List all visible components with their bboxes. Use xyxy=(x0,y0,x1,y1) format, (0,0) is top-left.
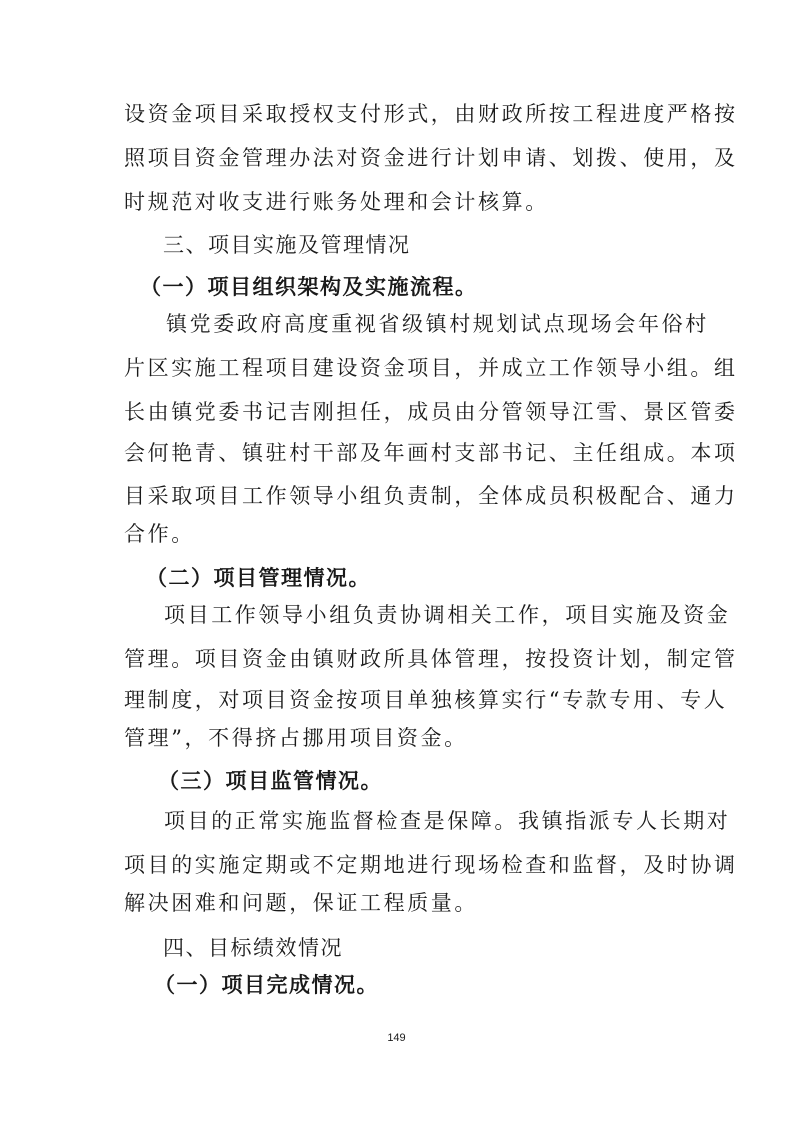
paragraph-line: 项目的实施定期或不定期地进行现场检查和监督，及时协调 xyxy=(124,853,738,877)
paragraph-line: 管理”，不得挤占挪用项目资金。 xyxy=(124,726,468,750)
paragraph-line: 长由镇党委书记吉刚担任，成员由分管领导江雪、景区管委 xyxy=(124,400,738,424)
paragraph-line: 解决困难和问题，保证工程质量。 xyxy=(124,891,478,915)
paragraph-line: 会何艳青、镇驻村干部及年画村支部书记、主任组成。本项 xyxy=(124,441,738,465)
paragraph-line: 设资金项目采取授权支付形式，由财政所按工程进度严格按 xyxy=(124,102,738,126)
section-heading: 四、目标绩效情况 xyxy=(163,936,343,960)
paragraph-line: 项目工作领导小组负责协调相关工作，项目实施及资金 xyxy=(164,603,731,627)
paragraph-line: 镇党委政府高度重视省级镇村规划试点现场会年俗村 xyxy=(166,312,709,336)
paragraph-line: 目采取项目工作领导小组负责制，全体成员积极配合、通力 xyxy=(124,484,738,508)
paragraph-line: 时规范对收支进行账务处理和会计核算。 xyxy=(124,190,549,214)
page-number: 149 xyxy=(387,1032,406,1044)
paragraph-line: 理制度，对项目资金按项目单独核算实行“专款专用、专人 xyxy=(124,688,728,712)
paragraph-line: 片区实施工程项目建设资金项目，并成立工作领导小组。组 xyxy=(124,356,738,380)
paragraph-line: 照项目资金管理办法对资金进行计划申请、划拨、使用，及 xyxy=(124,146,738,170)
subsection-heading: （二）项目管理情况。 xyxy=(146,566,371,590)
paragraph-line: 管理。项目资金由镇财政所具体管理，按投资计划，制定管 xyxy=(124,647,738,671)
section-heading: 三、项目实施及管理情况 xyxy=(163,233,411,257)
paragraph-line: 项目的正常实施监督检查是保障。我镇指派专人长期对 xyxy=(164,809,731,833)
subsection-heading: （一）项目完成情况。 xyxy=(154,973,379,997)
subsection-heading: （一）项目组织架构及实施流程。 xyxy=(140,275,478,299)
subsection-heading: （三）项目监管情况。 xyxy=(158,769,383,793)
paragraph-line: 合作。 xyxy=(124,522,195,546)
